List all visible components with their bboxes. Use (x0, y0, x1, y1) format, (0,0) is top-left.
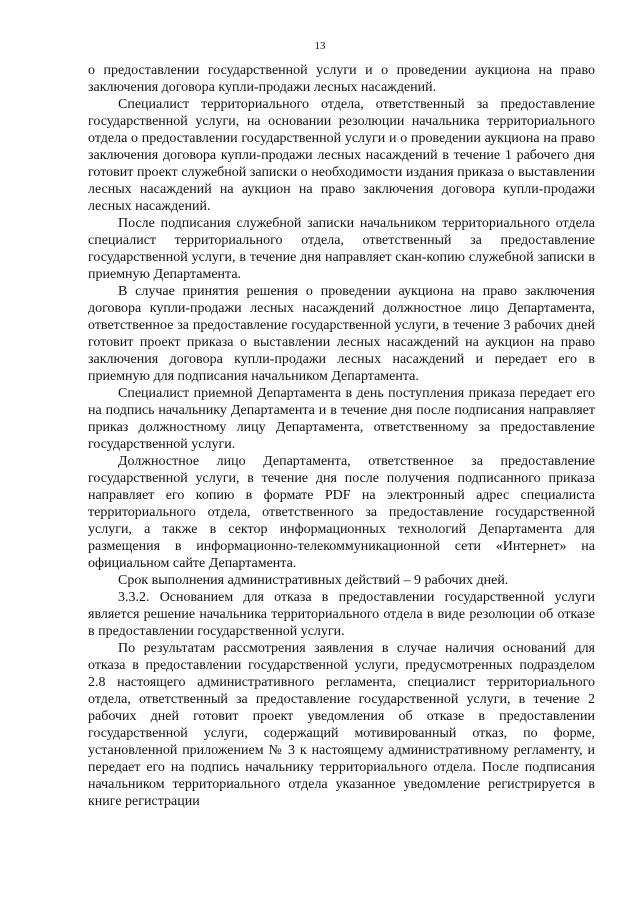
paragraph: Срок выполнения административных действий – 9 рабочих дней. (118, 573, 509, 588)
document-body (88, 62, 595, 810)
paragraph: Специалист территориального отдела, ответственный за предоставление государственной услуги, на основании резолюции начальника территориального отдела о предоставлении государственной услуги и о проведении аукциона на право заключения договора купли-продажи лесных насаждений в течение 1 рабочего дня готовит проект служебной записки о необходимости издания приказа о выставлении лесных насаждений на аукцион на право заключения договора купли-продажи лесных насаждений. (88, 97, 595, 214)
paragraph: После подписания служебной записки начальником территориального отдела специалист территориального отдела, ответственный за предоставление государственной услуги, в течение дня направляет скан-копию служебной записки в приемную Департамента. (88, 216, 595, 282)
paragraph: Должностное лицо Департамента, ответственное за предоставление государственной услуги, в течение дня после получения подписанного приказа направляет его копию в формате PDF на электронный адрес специалиста территориального отдела, ответственного за предоставление государственной услуги, а также в сектор информационных технологий Департамента для размещения в информационно-телекоммуникационной сети «Интернет» на официальном сайте Департамента. (88, 454, 595, 571)
paragraph: о предоставлении государственной услуги и о проведении аукциона на право заключения договора купли-продажи лесных насаждений. (88, 63, 595, 95)
paragraph: 3.3.2. Основанием для отказа в предоставлении государственной услуги является решение начальника территориального отдела в виде резолюции об отказе в предоставлении государственной услуги. (88, 590, 595, 639)
paragraph: По результатам рассмотрения заявления в случае наличия оснований для отказа в предоставлении государственной услуги, предусмотренных подразделом 2.8 настоящего административного регламента, специалист территориального отдела, ответственный за предоставление государственной услуги, в течение 2 рабочих дней готовит проект уведомления об отказе в предоставлении государственной услуги, содержащий мотивированный отказ, по форме, установленной приложением № 3 к настоящему административному регламенту, и передает его на подпись начальнику территориального отдела. После подписания начальником территориального отдела указанное уведомление регистрируется в книге регистрации (88, 641, 595, 809)
paragraph: В случае принятия решения о проведении аукциона на право заключения договора купли-продажи лесных насаждений должностное лицо Департамента, ответственное за предоставление государственной услуги, в течение 3 рабочих дней готовит проект приказа о выставлении лесных насаждений на аукцион на право заключения договора купли-продажи лесных насаждений и передает его в приемную для подписания начальником Департамента. (88, 284, 595, 384)
paragraph: Специалист приемной Департамента в день поступления приказа передает его на подпись начальнику Департамента и в течение дня после подписания направляет приказ должностному лицу Департамента, ответственному за предоставление государственной услуги. (88, 386, 595, 452)
page-number: 13 (314, 40, 326, 52)
